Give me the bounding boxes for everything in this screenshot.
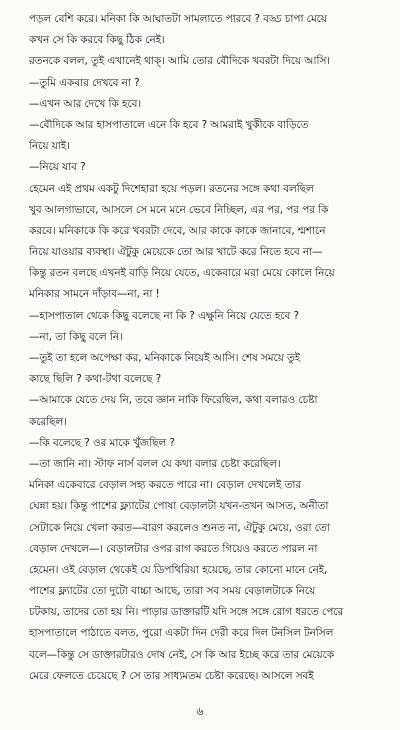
text-line: —না, তা কিছু বলে নি। <box>29 330 123 343</box>
text-line: মেরে ফেলতে চেয়েছে ? সে তার সাধ্যমতম চেষ্টা করেছে। আসলে সবই <box>29 669 314 682</box>
text-line: সেটাকে নিয়ে খেলা করত—বারণ করলেও শুনত না, ঐটুকু মেয়ে, ওরা তো <box>29 521 330 534</box>
text-line: পাশের ফ্ল্যাটের তো দুটো বাচ্চা আছে, তারা সব সময় বেড়ালটাকে নিয়ে <box>29 585 316 598</box>
text-line: নিয়ে যাওয়ার ব্যবস্থা। ঐটুকু মেয়েকে তো আর খাটে করে নিতে হবে না— <box>29 246 323 259</box>
text-line: বেড়াল দেখলে—। বেড়ালটার ওপর রাগ করতে গিয়েও করতে পারল না <box>29 542 318 555</box>
text-line: —হাসপাতাল থেকে কিছু বলেছে না কি ? এক্ষুনি নিয়ে যেতে হবে ? <box>29 309 299 322</box>
text-line: —নিয়ে যাব ? <box>29 161 86 174</box>
page-number: ৬ <box>196 705 204 718</box>
text-line: চটকায়, তাদের তো হয় নি। পাড়ার ডাক্তারটি যদি সঙ্গে সঙ্গে রোগ ধরতে পেরে <box>29 606 344 619</box>
text-line: —আমাকে যেতে দেয় নি, তবে জ্ঞান নাকি ফিরেছিল, কথা বলারও চেষ্টা <box>29 394 318 407</box>
page-text <box>29 9 376 687</box>
text-line: —তুই তা হলে অপেক্ষা কর, মনিকাকে নিয়েই আসি। শেষ সময়ে তুই <box>29 352 301 364</box>
text-line: —কি বলেছে ? ওর মাকে খুঁজছিল ? <box>29 436 175 449</box>
text-line: কাছে ছিলি ? কথা-টথা বলেছে ? <box>29 373 162 386</box>
text-line: হাসপাতালে পাঠাতে বলত, পুরো একটা দিন দেরী করে দিল টনসিল টনসিল <box>29 627 334 640</box>
text-line: মনিকার সামনে দাঁড়াব—না, না ! <box>29 288 160 301</box>
text-line: খুব আলগাভাবে, আসলে সে মনে মনে ভেবে নিচ্ছিল, এর পর, পর পর কি <box>29 203 329 216</box>
text-line: পড়ল বেশি করে। মনিকা কি আঘাতটা সামলাতে পারবে ? বড্ড চাপা মেয়ে <box>29 13 327 25</box>
text-line: হেমেন। ওই বেড়াল থেকেই যে ডিপথিরিয়া হয়েছে, তার কোনো মানে নেই, <box>29 563 328 576</box>
text-line: বলে—কিন্তু সে ডাক্তারটারও দোষ নেই, সে কি আর ইচ্ছে করে তার মেয়েকে <box>29 648 335 661</box>
text-line: রতনকে বলল, তুই এখানেই থাক্। আমি তোর বৌদিকে খবরটা দিয়ে আসি। <box>29 55 330 68</box>
text-line: হেমেন এই প্রথম একটু দিশেহারা হয়ে পড়ল। রতনের সঙ্গে কথা বলছিল <box>29 182 314 195</box>
text-line: কখন সে কি করবে কিছু ঠিক নেই। <box>29 34 165 47</box>
text-line: —এখন আর দেখে কি হবে। <box>29 97 141 110</box>
text-line: মনিকা একেবারে বেড়াল সহ্য করতে পারে না। বেড়াল দেখলেই তার <box>29 479 302 492</box>
text-line: —তুমি একবার দেখবে না ? <box>29 76 140 89</box>
text-line: —তা জানি না। স্টাফ নার্স বলল যে কথা বলার চেষ্টা করেছিল। <box>29 457 281 470</box>
text-line: ঘেন্না হয়। কিন্তু পাশের ফ্ল্যাটের পোষা বেড়ালটা যখন-তখন আসত, অনীতা <box>29 500 329 513</box>
text-line: নিয়ে যাই। <box>29 140 70 153</box>
text-line: —বৌদিকে আর হাসপাতালে এনে কি হবে ? আমরাই খুকীকে বাড়িতে <box>29 118 309 131</box>
text-line: কিন্তু রতন বলছে এখনই বাড়ি নিয়ে যেতে, একেবারে মরা মেয়ে কোলে নিয়ে <box>29 267 335 280</box>
text-line: করবে। মনিকাকে কি করে খবরটা দেবে, আর কাকে কাকে জানাবে, শ্মশানে <box>29 224 326 237</box>
text-line: করেছিল। <box>29 415 67 428</box>
